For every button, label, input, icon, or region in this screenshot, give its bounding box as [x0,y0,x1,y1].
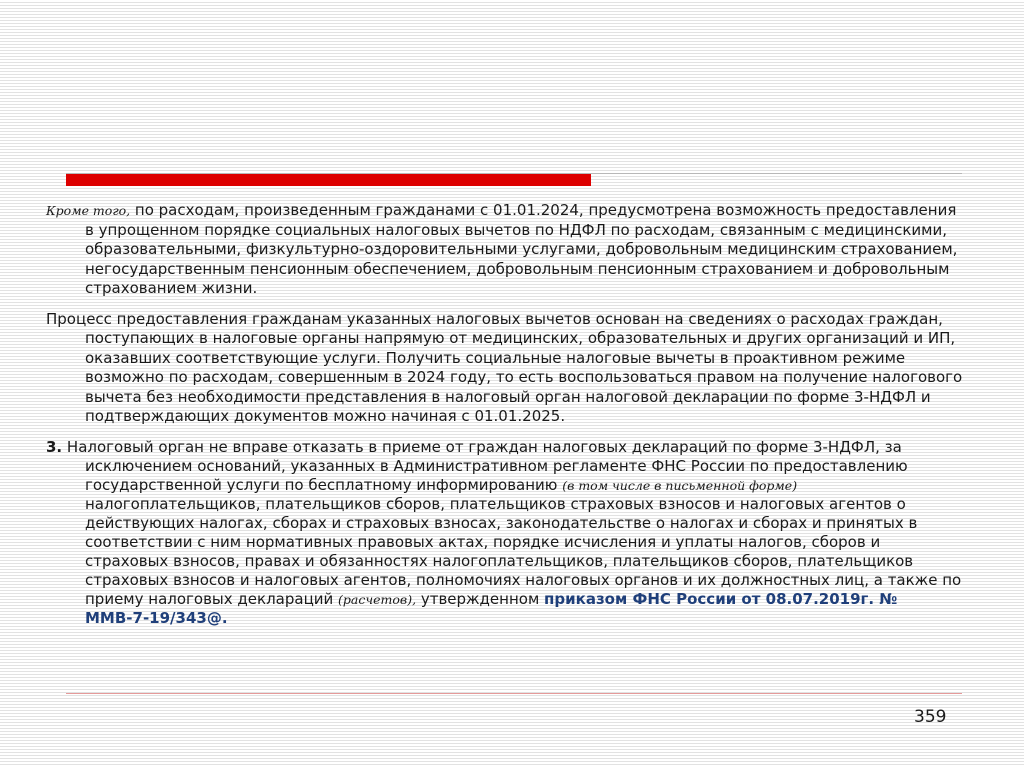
paragraph-1-lead: Кроме того, [46,203,131,218]
paragraph-1-text: по расходам, произведенным гражданами с 01.01.2024, предусмотрена возможность предоставления в упрощенном порядке социальных налоговых вычетов по НДФЛ по расходам, связанным с медицинскими, образовательными, физкультурно-оздоровительными услугами, добровольным медицинским страхованием, негосударственным пенсионным обеспечением, добровольным пенсионным страхованием и добровольным страхованием жизни. [85,201,958,297]
paragraph-2-text: Процесс предоставления гражданам указанных налоговых вычетов основан на сведениях о расходах граждан, поступающих в налоговые органы напрямую от медицинских, образовательных и других организаций и ИП, оказавших соответствующие услуги. Получить социальные налоговые вычеты в проактивном режиме возможно по расходам, совершенным в 2024 году, то есть воспользоваться правом на получение налогового вычета без необходимости представления в налоговый орган налоговой декларации по форме 3-НДФЛ и подтверждающих документов можно начиная с 01.01.2025. [46,309,963,425]
page-number: 359 [914,707,947,727]
paragraph-3-text-b: налогоплательщиков, плательщиков сборов, плательщиков страховых взносов и налоговых агентов о действующих налогах, сборах и страховых взносах, законодательстве о налогах и сборах и принятых в соответствии с ним нормативных правовых актах, порядке исчисления и уплаты налогов, сборов и страховых взносов, правах и обязанностях налогоплательщиков, плательщиков сборов, плательщиков страховых взносов и налоговых агентов, полномочиях налоговых органов и их должностных лиц, а также по приему налоговых деклараций [85,494,962,608]
header-red-bar [66,174,591,186]
paragraph-3 [46,438,966,628]
paragraph-2 [46,310,966,427]
footer-rule [66,693,962,694]
paragraph-3-number: 3. [46,437,63,456]
slide-body [46,201,966,639]
paragraph-3-text-a: Налоговый орган не вправе отказать в приеме от граждан налоговых деклараций по форме 3-НДФЛ, за исключением оснований, указанных в Административном регламенте ФНС России по предоставлению государственной услуги по бесплатному информированию [62,437,908,494]
paragraph-1 [46,201,966,299]
paragraph-3-text-c: утвержденном [416,589,545,608]
paragraph-3-italic-a: (в том числе в письменной форме) [562,477,798,493]
order-reference-link[interactable]: приказом ФНС России от 08.07.2019г. № ММВ-7-19/343@. [85,589,898,627]
paragraph-3-italic-b: (расчетов), [338,591,417,607]
